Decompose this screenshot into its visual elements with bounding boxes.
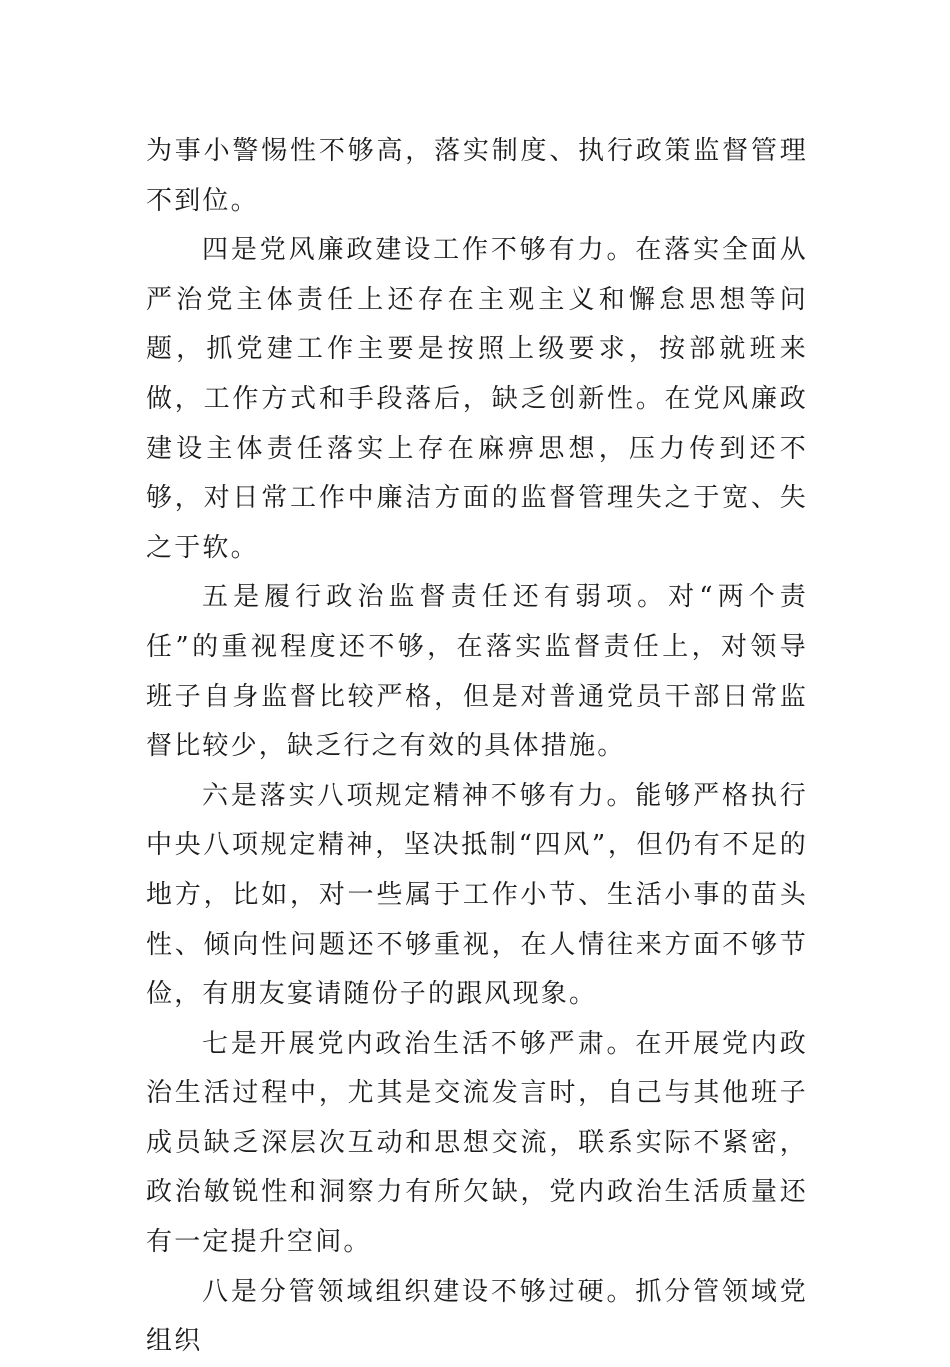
paragraph-item-eight: 八是分管领域组织建设不够过硬。抓分管领域党组织 <box>146 1276 808 1357</box>
paragraph-item-five: 五是履行政治监督责任还有弱项。对“两个责任”的重视程度还不够，在落实监督责任上，对领导班子自身监督比较严格，但是对普通党员干部日常监督比较少，缺乏行之有效的具体措施。 <box>146 582 808 762</box>
document-body <box>146 127 808 1367</box>
paragraph-item-six: 六是落实八项规定精神不够有力。能够严格执行中央八项规定精神，坚决抵制“四风”，但仍有不足的地方，比如，对一些属于工作小节、生活小事的苗头性、倾向性问题还不够重视，在人情往来方面不够节俭，有朋友宴请随份子的跟风现象。 <box>146 780 808 1010</box>
paragraph-item-four: 四是党风廉政建设工作不够有力。在落实全面从严治党主体责任上还存在主观主义和懈怠思想等问题，抓党建工作主要是按照上级要求，按部就班来做，工作方式和手段落后，缺乏创新性。在党风廉政建设主体责任落实上存在麻痹思想，压力传到还不够，对日常工作中廉洁方面的监督管理失之于宽、失之于软。 <box>146 235 808 563</box>
paragraph-item-seven: 七是开展党内政治生活不够严肃。在开展党内政治生活过程中，尤其是交流发言时，自己与其他班子成员缺乏深层次互动和思想交流，联系实际不紧密，政治敏锐性和洞察力有所欠缺，党内政治生活质量还有一定提升空间。 <box>146 1028 808 1258</box>
paragraph-continued: 为事小警惕性不够高，落实制度、执行政策监督管理不到位。 <box>146 136 808 216</box>
